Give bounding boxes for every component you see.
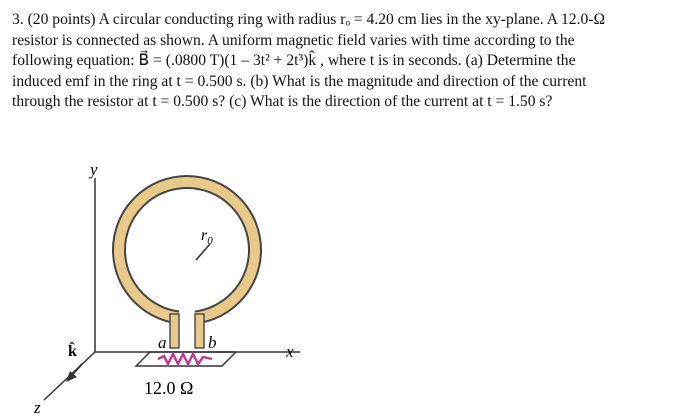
- ring-gap: [179, 306, 195, 326]
- lead-b: [195, 314, 204, 348]
- radius-subscript: 0: [207, 235, 213, 247]
- radius-label: [201, 227, 213, 247]
- problem-line-1: 3. (20 points) A circular conducting ring with radius rₒ = 4.20 cm lies in the xy-plane. A 12.0-Ω: [12, 11, 606, 28]
- problem-line-2: resistor is connected as shown. A uniform magnetic field varies with time according to the: [12, 31, 575, 49]
- terminal-b-label: b: [208, 333, 217, 352]
- problem-line-4: induced emf in the ring at t = 0.500 s. (b) What is the magnitude and direction of the current: [12, 72, 587, 90]
- resistor-symbol: [158, 354, 212, 364]
- terminal-a-label: a: [158, 333, 167, 352]
- k-hat-arrow: [72, 364, 82, 375]
- lead-a: [170, 314, 179, 348]
- conducting-ring-fill: [119, 182, 255, 318]
- problem-line-5: through the resistor at t = 0.500 s? (c) What is the direction of the current at t = 1.50 s?: [12, 93, 553, 110]
- problem-line-3: following equation: B⃗ = (.0800 T)(1 – 3t² + 2t³)k̂ , where t is in seconds. (a) Determine the: [12, 52, 576, 69]
- radius-symbol: r: [201, 227, 208, 244]
- y-axis-label: y: [90, 160, 98, 179]
- k-hat-label: k̂: [68, 343, 77, 360]
- resistor-label: 12.0 Ω: [144, 378, 194, 398]
- x-axis-label: x: [286, 342, 294, 361]
- z-axis-label: z: [34, 398, 41, 417]
